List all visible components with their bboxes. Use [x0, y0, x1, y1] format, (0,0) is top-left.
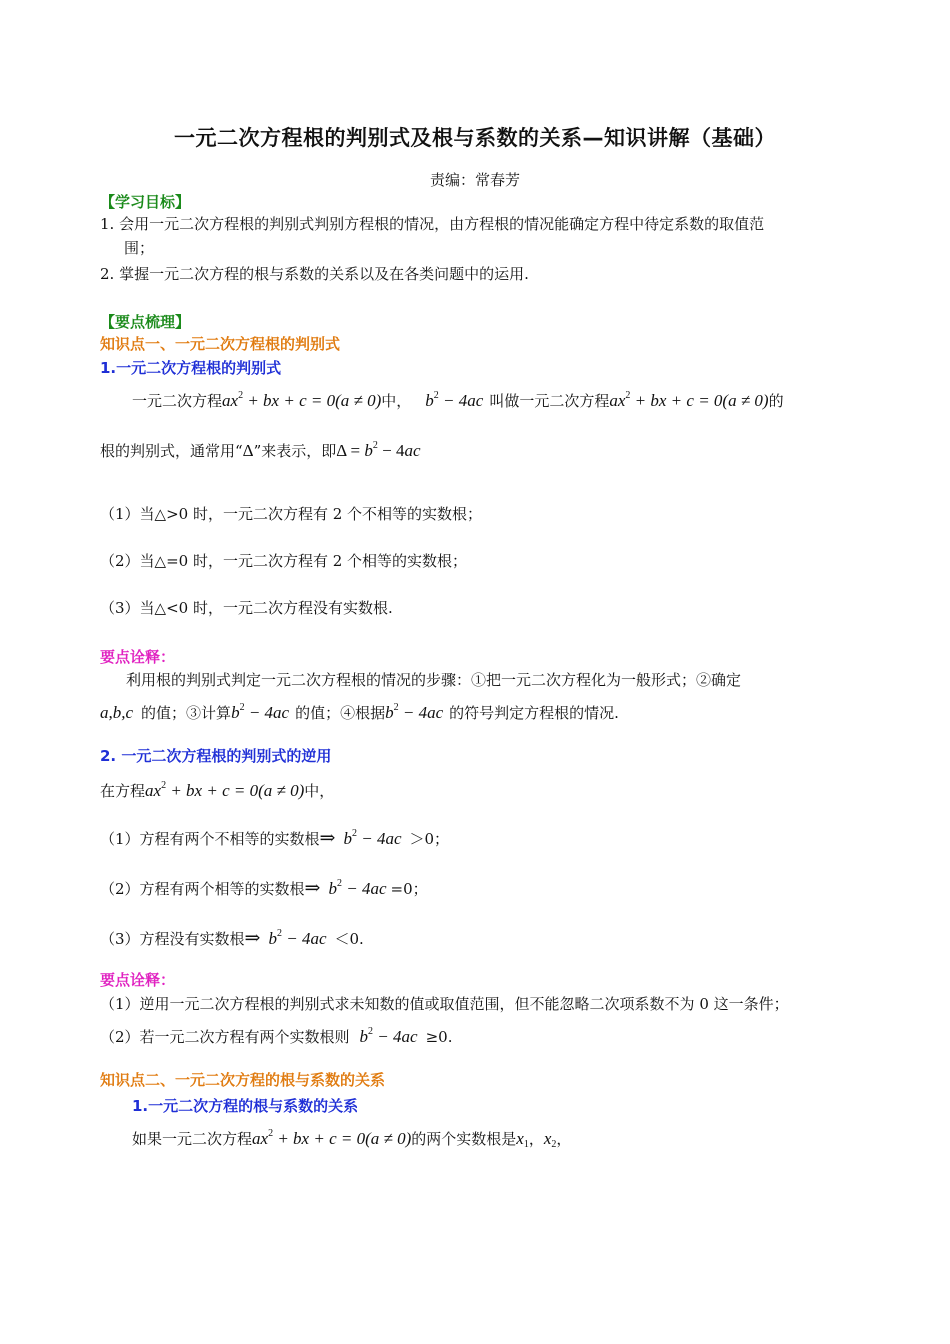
section-1-paragraph-line-1: 一元二次方程$ax^2$ + bx + c = 0(a ≠ 0)中， $b^2 - 4ac$ 叫做一元二次方程$ax^2$ + bx + c = 0(a ≠ 0)的 [132, 390, 784, 410]
root-x1: $x_1$ [516, 1129, 529, 1150]
note-2-line-1: （1）逆用一元二次方程根的判别式求未知数的值或取值范围，但不能忽略二次项系数不为 0 这一条件； [100, 995, 789, 1013]
quadratic-equation-formula: $ax^2$ + bx + c = 0(a ≠ 0) [222, 390, 382, 410]
quadratic-equation-formula: $ax^2$ + bx + c = 0(a ≠ 0) [252, 1128, 412, 1148]
case-3: （3）当△<0 时，一元二次方程没有实数根. [100, 599, 393, 617]
delta-definition-formula: $\Delta = b^2 - 4ac$ [336, 440, 421, 460]
implies-arrow: ⇒ [244, 928, 261, 949]
note-1-line-1: 利用根的判别式判定一元二次方程根的情况的步骤：①把一元二次方程化为一般形式；②确定 [126, 671, 742, 689]
objective-item-2: 2. 掌握一元二次方程的根与系数的关系以及在各类问题中的运用. [100, 265, 529, 283]
section-3-heading: 1.一元二次方程的根与系数的关系 [132, 1097, 359, 1115]
objective-item-1-cont: 围； [124, 239, 155, 257]
quadratic-equation-formula: $ax^2$ + bx + c = 0(a ≠ 0) [145, 780, 305, 800]
inverse-case-3: （3）方程没有实数根⇒ $b^2 - 4ac <0$. [100, 928, 364, 949]
page-title: 一元二次方程根的判别式及根与系数的关系—知识讲解（基础） [174, 126, 776, 150]
discriminant-formula: $b^2 - 4ac$ [343, 828, 402, 848]
objective-item-1: 1. 会用一元二次方程根的判别式判别方程根的情况，由方程根的情况能确定方程中待定系数的取值范 [100, 215, 765, 233]
quadratic-equation-formula: $ax^2$ + bx + c = 0(a ≠ 0) [609, 390, 769, 410]
note-1-heading: 要点诠释： [100, 648, 176, 666]
discriminant-formula: $b^2 - 4ac$ [328, 878, 387, 898]
discriminant-formula: $b^2 - 4ac$ [231, 702, 290, 722]
coefficients-abc: a,b,c [100, 703, 134, 722]
section-2-intro: 在方程$ax^2$ + bx + c = 0(a ≠ 0)中， [100, 780, 335, 800]
objectives-heading: 【学习目标】 [100, 193, 191, 211]
implies-arrow: ⇒ [304, 878, 321, 899]
key-points-heading: 【要点梳理】 [100, 313, 191, 331]
discriminant-formula: $b^2 - 4ac$ [268, 928, 327, 948]
knowledge-point-2-heading: 知识点二、一元二次方程的根与系数的关系 [100, 1071, 386, 1089]
case-1: （1）当△>0 时，一元二次方程有 2 个不相等的实数根； [100, 505, 483, 523]
section-1-heading: 1.一元二次方程根的判别式 [100, 359, 282, 377]
case-2: （2）当△=0 时，一元二次方程有 2 个相等的实数根； [100, 552, 468, 570]
section-3-paragraph: 如果一元二次方程$ax^2$ + bx + c = 0(a ≠ 0)的两个实数根是$x_1$，$x_2$， [132, 1128, 572, 1150]
root-x2: $x_2$ [543, 1129, 557, 1150]
note-2-heading: 要点诠释： [100, 971, 176, 989]
delta-symbol: Δ [242, 441, 254, 460]
inverse-case-1: （1）方程有两个不相等的实数根⇒ $b^2 - 4ac >0$； [100, 828, 450, 849]
discriminant-formula: $b^2 - 4ac$ [359, 1026, 418, 1046]
discriminant-formula: $b^2 - 4ac$ [425, 390, 484, 410]
editor-line: 责编：常春芳 [429, 171, 520, 189]
section-1-paragraph-line-2: 根的判别式，通常用“Δ”来表示，即$\Delta = b^2 - 4ac$ [100, 440, 421, 460]
knowledge-point-1-heading: 知识点一、一元二次方程根的判别式 [100, 335, 341, 353]
implies-arrow: ⇒ [319, 828, 336, 849]
section-2-heading: 2. 一元二次方程根的判别式的逆用 [100, 747, 332, 765]
discriminant-formula: $b^2 - 4ac$ [385, 702, 444, 722]
note-1-line-2: a,b,c 的值；③计算$b^2 - 4ac$ 的值；④根据$b^2 - 4ac$ 的符号判定方程根的情况. [100, 702, 619, 722]
inverse-case-2: （2）方程有两个相等的实数根⇒ $b^2 - 4ac =0$； [100, 878, 428, 899]
note-2-line-2: （2）若一元二次方程有两个实数根则 $b^2 - 4ac \ge 0$. [100, 1026, 453, 1046]
